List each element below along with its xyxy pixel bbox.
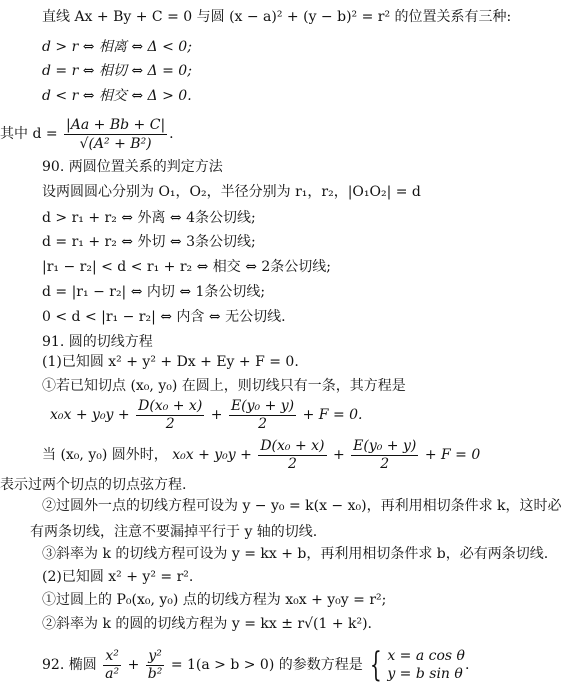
line-slope-tangent: ③斜率为 k 的切线方程可设为 y = kx + b，再利用相切条件求 b，必有两条切线. [42,546,549,562]
line-intersect: d < r ⇔ 相交 ⇔ Δ > 0. [42,88,192,104]
distance-denominator: √(A² + B²) [79,135,152,152]
tangent-fraction-e [229,398,296,433]
ellipse-x-equation: x = a cos θ [387,648,465,664]
left-brace: { [370,645,382,685]
line-external-separate: d > r₁ + r₂ ⇔ 外离 ⇔ 4条公切线; [42,210,256,226]
distance-numerator: |Aa + Bb + C| [66,116,166,133]
section-90-title: 90. 两圆位置关系的判定方法 [42,159,223,175]
chord-plus: + [332,447,345,463]
line-chord-equation [0,436,567,474]
line-external-point-tangent: ②过圆外一点的切线方程可设为 y − y₀ = k(x − x₀)，再利用相切条件求 k，这时必有两条切线，注意不要漏掉平行于 y 轴的切线. [30,498,562,540]
line-circles-intersect: |r₁ − r₂| < d < r₁ + r₂ ⇔ 相交 ⇔ 2条公切线; [42,259,332,275]
tangent-fraction-d-numerator: D(x₀ + x) [138,397,203,414]
chord-lead: x₀x + y₀y + [172,447,252,463]
line-tangent-equation [0,396,567,434]
line-circle-line-relation: 直线 Ax + By + C = 0 与圆 (x − a)² + (y − b)² = r² 的位置关系有三种: [42,9,512,25]
chord-fraction-d-numerator: D(x₀ + x) [260,437,325,454]
ellipse-y-equation: y = b sin θ [387,666,463,682]
line-general-circle: (1)已知圆 x² + y² + Dx + Ey + F = 0. [42,354,299,370]
ellipse-fraction-y-denominator: b² [147,665,163,682]
chord-fraction-d [258,438,326,473]
chord-tail: + F = 0 [424,447,481,463]
distance-fraction [64,116,167,153]
ellipse-fraction-y-numerator: y² [146,648,165,666]
tangent-fraction-d [136,398,204,433]
line-separate: d > r ⇔ 相离 ⇔ Δ < 0; [42,39,192,55]
line-contained: 0 < d < |r₁ − r₂| ⇔ 内含 ⇔ 无公切线. [42,309,286,325]
ellipse-fraction-y [146,648,165,683]
tangent-equation-tail: + F = 0. [302,407,363,423]
distance-label: 其中 d = [0,126,58,142]
ellipse-condition: = 1(a > b > 0) 的参数方程是 [170,657,363,673]
line-two-circles-setup: 设两圆圆心分别为 O₁，O₂，半径分别为 r₁，r₂，|O₁O₂| = d [42,184,421,200]
ellipse-fraction-x [103,648,121,683]
ellipse-fraction-x-denominator: a² [105,665,120,682]
ellipse-fraction-x-numerator: x² [103,648,121,666]
line-internal-tangent: d = |r₁ − r₂| ⇔ 内切 ⇔ 1条公切线; [42,284,266,300]
chord-fraction-d-denominator: 2 [287,455,297,472]
ellipse-end: . [464,657,470,673]
section-92-title: 92. 椭圆 [42,657,97,673]
tangent-fraction-d-denominator: 2 [165,415,175,432]
line-ellipse-parametric [0,640,567,690]
line-point-on-circle: ①若已知切点 (x₀, y₀) 在圆上，则切线只有一条，其方程是 [42,378,406,394]
line-standard-slope-tangent: ②斜率为 k 的圆的切线方程为 y = kx ± r√(1 + k²). [42,616,373,632]
chord-fraction-e [351,438,418,473]
line-standard-circle: (2)已知圆 x² + y² = r². [42,569,194,585]
chord-fraction-e-numerator: E(y₀ + y) [353,437,417,454]
tangent-fraction-e-numerator: E(y₀ + y) [230,397,295,414]
section-91-title: 91. 圆的切线方程 [42,334,153,350]
chord-fraction-e-denominator: 2 [380,455,390,472]
tangent-equation-lead: x₀x + y₀y + [50,407,130,423]
ellipse-system [387,647,465,683]
line-external-tangent: d = r₁ + r₂ ⇔ 外切 ⇔ 3条公切线; [42,234,256,250]
line-tangent: d = r ⇔ 相切 ⇔ Δ = 0; [42,63,192,79]
line-standard-point-tangent: ①过圆上的 P₀(x₀, y₀) 点的切线方程为 x₀x + y₀y = r²; [42,592,387,608]
line-chord-description: 表示过两个切点的切点弦方程. [0,477,187,493]
tangent-fraction-e-denominator: 2 [258,415,267,432]
chord-intro: 当 (x₀, y₀) 圆外时， [42,447,168,463]
line-distance-formula: 其中 d = $\frac{|Aa + Bb + C|}{\text{√(A² + B²)}}$ . [0,116,174,152]
tangent-plus: + [210,407,223,423]
ellipse-plus: + [127,657,140,673]
